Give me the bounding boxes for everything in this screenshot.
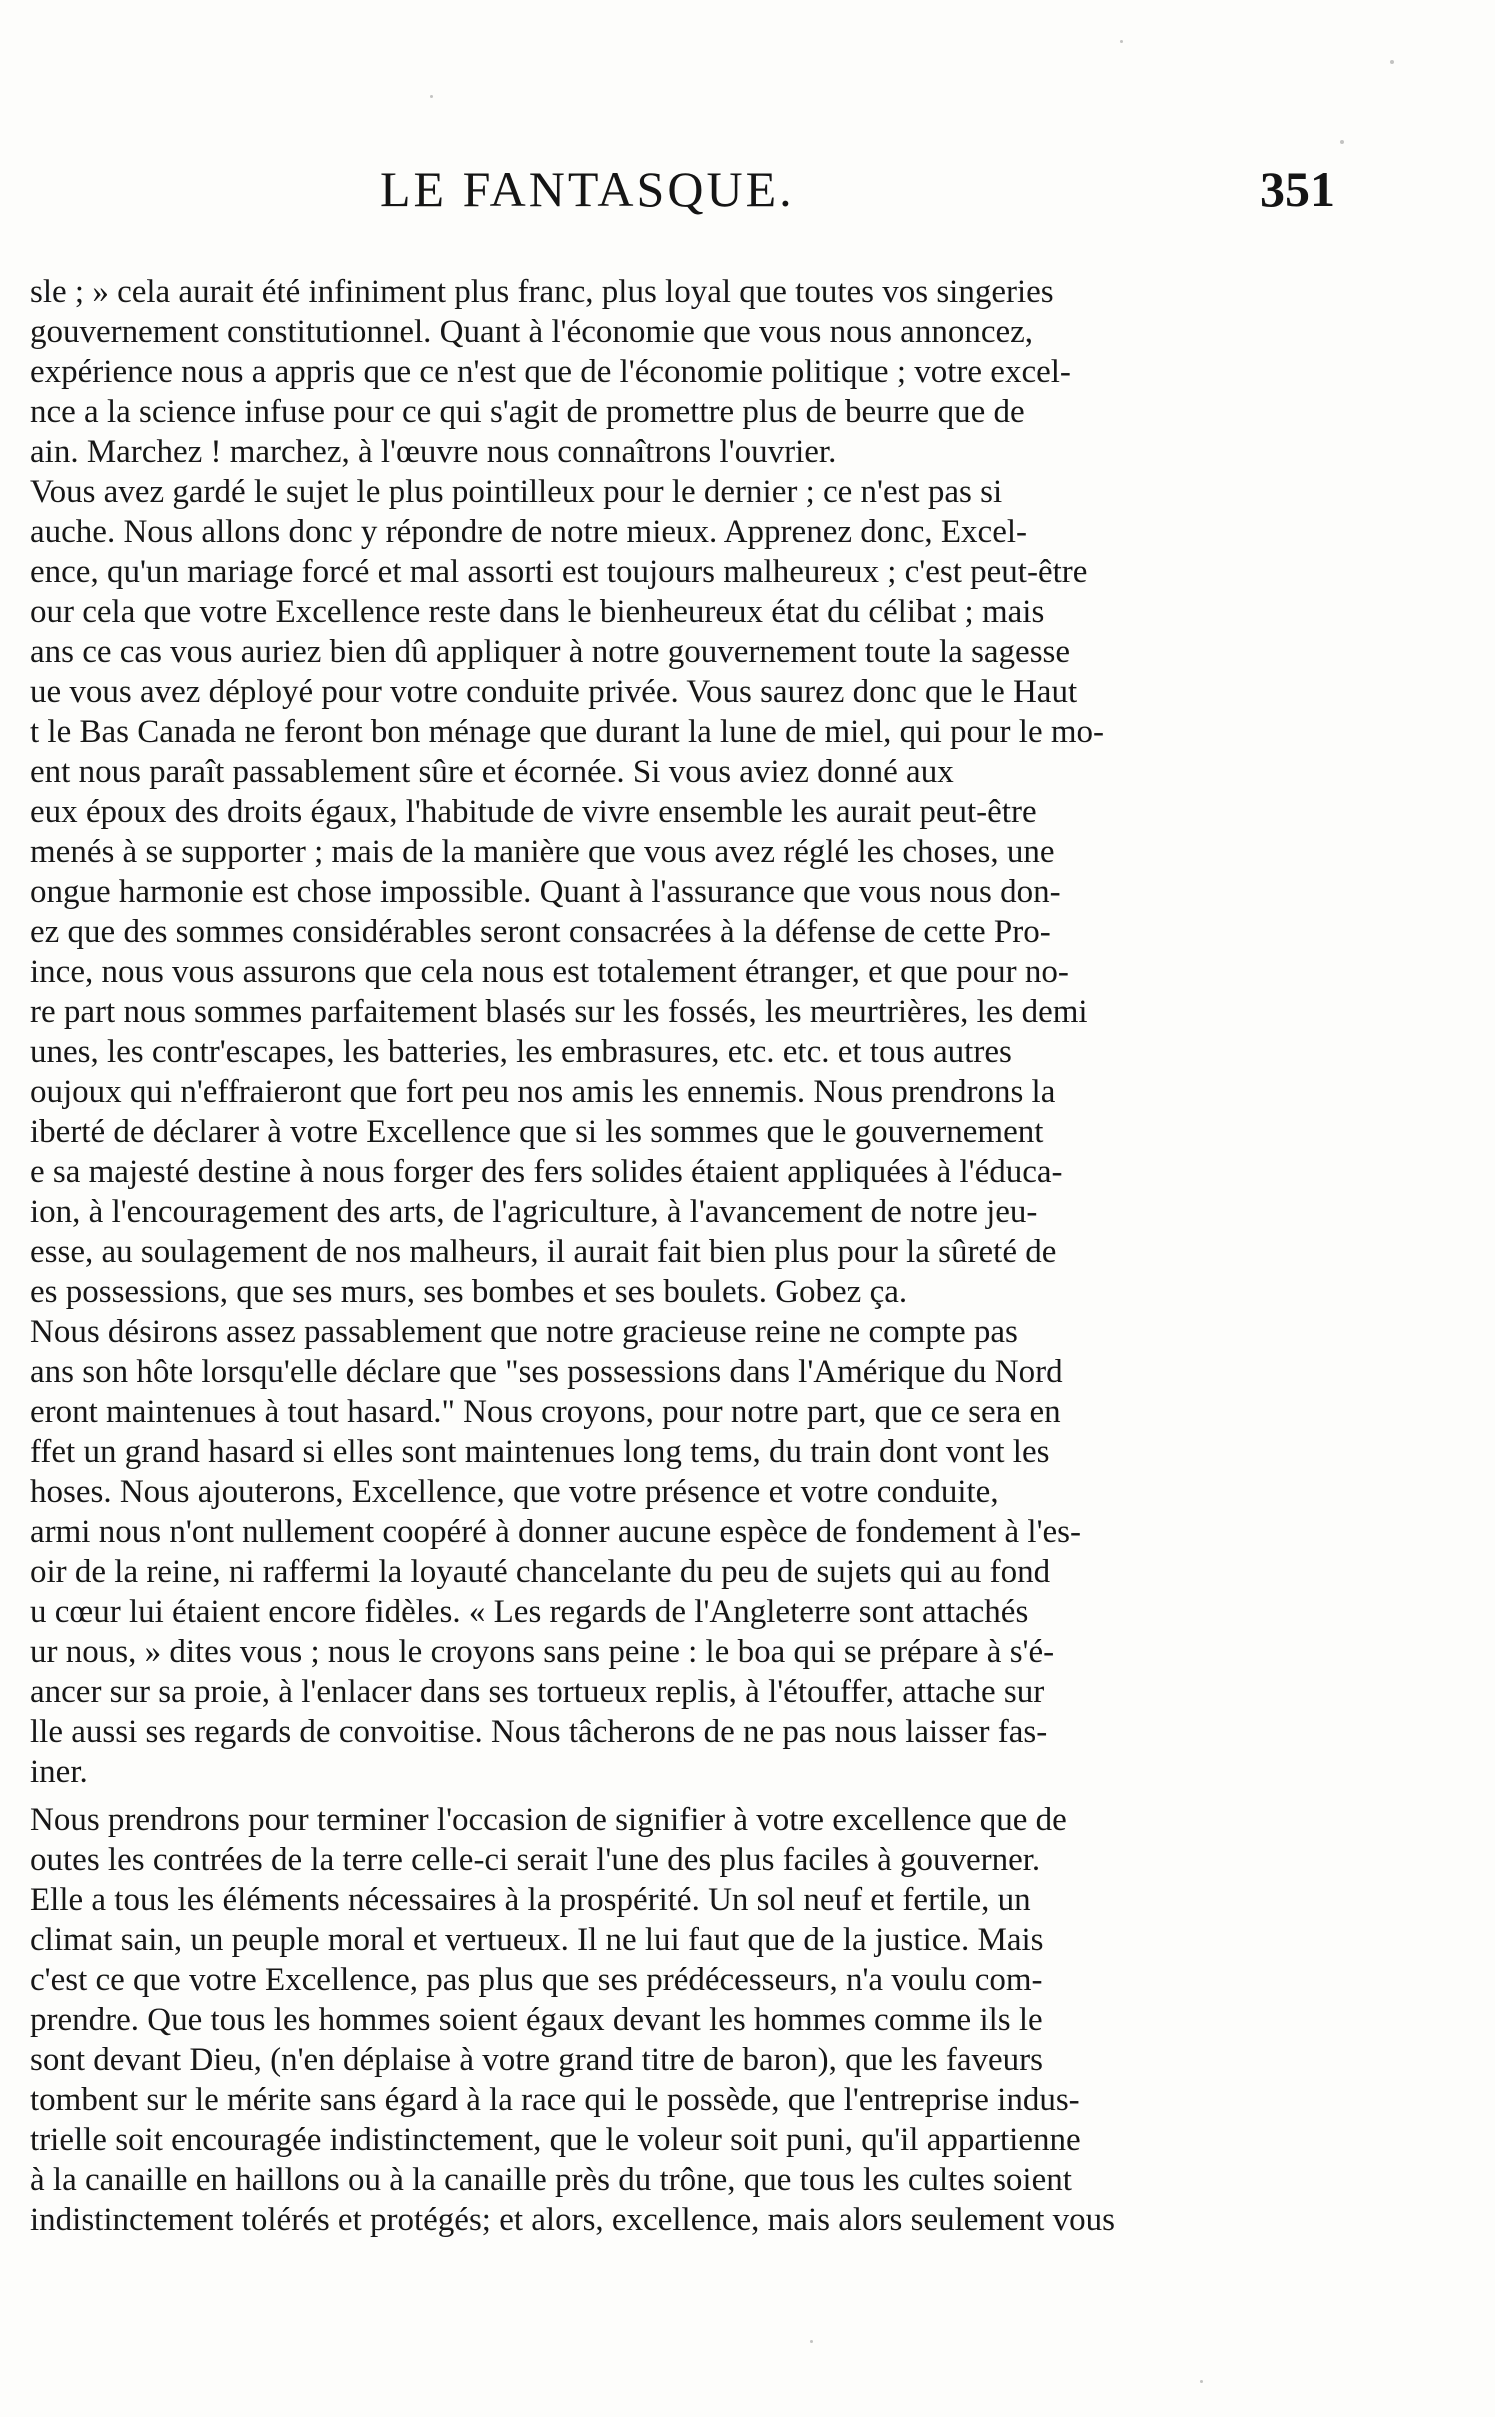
text-line: our cela que votre Excellence reste dans le bienheureux état du célibat ; mais	[30, 594, 1045, 630]
text-line: e sa majesté destine à nous forger des fers solides étaient appliquées à l'éduca-	[30, 1154, 1063, 1190]
text-line: sle ; » cela aurait été infiniment plus franc, plus loyal que toutes vos singeries	[30, 274, 1054, 310]
text-line: iner.	[30, 1754, 88, 1790]
text-line: eront maintenues à tout hasard." Nous croyons, pour notre part, que ce sera en	[30, 1394, 1061, 1430]
ink-speck	[1340, 140, 1344, 144]
text-line: à la canaille en haillons ou à la canaille près du trône, que tous les cultes soient	[30, 2162, 1072, 2198]
text-line: re part nous sommes parfaitement blasés sur les fossés, les meurtrières, les demi	[30, 994, 1088, 1030]
ink-speck	[810, 2340, 813, 2343]
page-header	[0, 160, 1495, 240]
text-line: ent nous paraît passablement sûre et écornée. Si vous aviez donné aux	[30, 754, 954, 790]
text-line: oujoux qui n'effraieront que fort peu nos amis les ennemis. Nous prendrons la	[30, 1074, 1056, 1110]
ink-speck	[1120, 40, 1123, 43]
ink-speck	[1200, 2380, 1203, 2383]
text-line: Nous prendrons pour terminer l'occasion de signifier à votre excellence que de	[30, 1802, 1067, 1838]
text-line: es possessions, que ses murs, ses bombes et ses boulets. Gobez ça.	[30, 1274, 908, 1310]
text-line: u cœur lui étaient encore fidèles. « Les regards de l'Angleterre sont attachés	[30, 1594, 1029, 1630]
text-line: ans ce cas vous auriez bien dû appliquer à notre gouvernement toute la sagesse	[30, 634, 1071, 670]
text-line: lle aussi ses regards de convoitise. Nous tâcherons de ne pas nous laisser fas-	[30, 1714, 1048, 1750]
text-line: expérience nous a appris que ce n'est que de l'économie politique ; votre excel-	[30, 354, 1071, 390]
text-line: indistinctement tolérés et protégés; et alors, excellence, mais alors seulement vous	[30, 2202, 1115, 2238]
text-line: ince, nous vous assurons que cela nous est totalement étranger, et que pour no-	[30, 954, 1069, 990]
text-line: climat sain, un peuple moral et vertueux. Il ne lui faut que de la justice. Mais	[30, 1922, 1044, 1958]
text-line: ez que des sommes considérables seront consacrées à la défense de cette Pro-	[30, 914, 1051, 950]
text-line: Vous avez gardé le sujet le plus pointilleux pour le dernier ; ce n'est pas si	[30, 474, 1003, 510]
text-line: armi nous n'ont nullement coopéré à donner aucune espèce de fondement à l'es-	[30, 1514, 1081, 1550]
text-line: prendre. Que tous les hommes soient égaux devant les hommes comme ils le	[30, 2002, 1043, 2038]
text-line: unes, les contr'escapes, les batteries, les embrasures, etc. etc. et tous autres	[30, 1034, 1012, 1070]
text-line: outes les contrées de la terre celle-ci serait l'une des plus faciles à gouverner.	[30, 1842, 1041, 1878]
text-line: menés à se supporter ; mais de la manière que vous avez réglé les choses, une	[30, 834, 1055, 870]
text-line: ain. Marchez ! marchez, à l'œuvre nous connaîtrons l'ouvrier.	[30, 434, 837, 470]
body-text	[30, 272, 1330, 2240]
text-line: ancer sur sa proie, à l'enlacer dans ses tortueux replis, à l'étouffer, attache sur	[30, 1674, 1045, 1710]
text-line: esse, au soulagement de nos malheurs, il aurait fait bien plus pour la sûreté de	[30, 1234, 1057, 1270]
text-line: trielle soit encouragée indistinctement, que le voleur soit puni, qu'il appartienne	[30, 2122, 1081, 2158]
text-line: tombent sur le mérite sans égard à la race qui le possède, que l'entreprise indus-	[30, 2082, 1080, 2118]
running-title: LE FANTASQUE.	[380, 161, 795, 217]
text-line: ion, à l'encouragement des arts, de l'agriculture, à l'avancement de notre jeu-	[30, 1194, 1038, 1230]
text-line: sont devant Dieu, (n'en déplaise à votre grand titre de baron), que les faveurs	[30, 2042, 1043, 2078]
text-line: hoses. Nous ajouterons, Excellence, que votre présence et votre conduite,	[30, 1474, 999, 1510]
page-number: 351	[1260, 161, 1335, 217]
text-line: ur nous, » dites vous ; nous le croyons sans peine : le boa qui se prépare à s'é-	[30, 1634, 1055, 1670]
text-line: eux époux des droits égaux, l'habitude de vivre ensemble les aurait peut-être	[30, 794, 1037, 830]
text-line: ans son hôte lorsqu'elle déclare que "ses possessions dans l'Amérique du Nord	[30, 1354, 1063, 1390]
text-line: ue vous avez déployé pour votre conduite privée. Vous saurez donc que le Haut	[30, 674, 1078, 710]
text-line: auche. Nous allons donc y répondre de notre mieux. Apprenez donc, Excel-	[30, 514, 1027, 550]
text-line: Elle a tous les éléments nécessaires à la prospérité. Un sol neuf et fertile, un	[30, 1882, 1031, 1918]
ink-speck	[1390, 60, 1394, 64]
text-line: gouvernement constitutionnel. Quant à l'économie que vous nous annoncez,	[30, 314, 1034, 350]
ink-speck	[430, 95, 433, 98]
text-line: t le Bas Canada ne feront bon ménage que durant la lune de miel, qui pour le mo-	[30, 714, 1104, 750]
text-line: oir de la reine, ni raffermi la loyauté chancelante du peu de sujets qui au fond	[30, 1554, 1051, 1590]
text-line: iberté de déclarer à votre Excellence que si les sommes que le gouvernement	[30, 1114, 1044, 1150]
text-line: c'est ce que votre Excellence, pas plus que ses prédécesseurs, n'a voulu com-	[30, 1962, 1043, 1998]
text-line: ffet un grand hasard si elles sont maintenues long tems, du train dont vont les	[30, 1434, 1050, 1470]
text-line: ongue harmonie est chose impossible. Quant à l'assurance que vous nous don-	[30, 874, 1061, 910]
text-line: nce a la science infuse pour ce qui s'agit de promettre plus de beurre que de	[30, 394, 1025, 430]
text-line: Nous désirons assez passablement que notre gracieuse reine ne compte pas	[30, 1314, 1018, 1350]
text-line: ence, qu'un mariage forcé et mal assorti est toujours malheureux ; c'est peut-être	[30, 554, 1088, 590]
